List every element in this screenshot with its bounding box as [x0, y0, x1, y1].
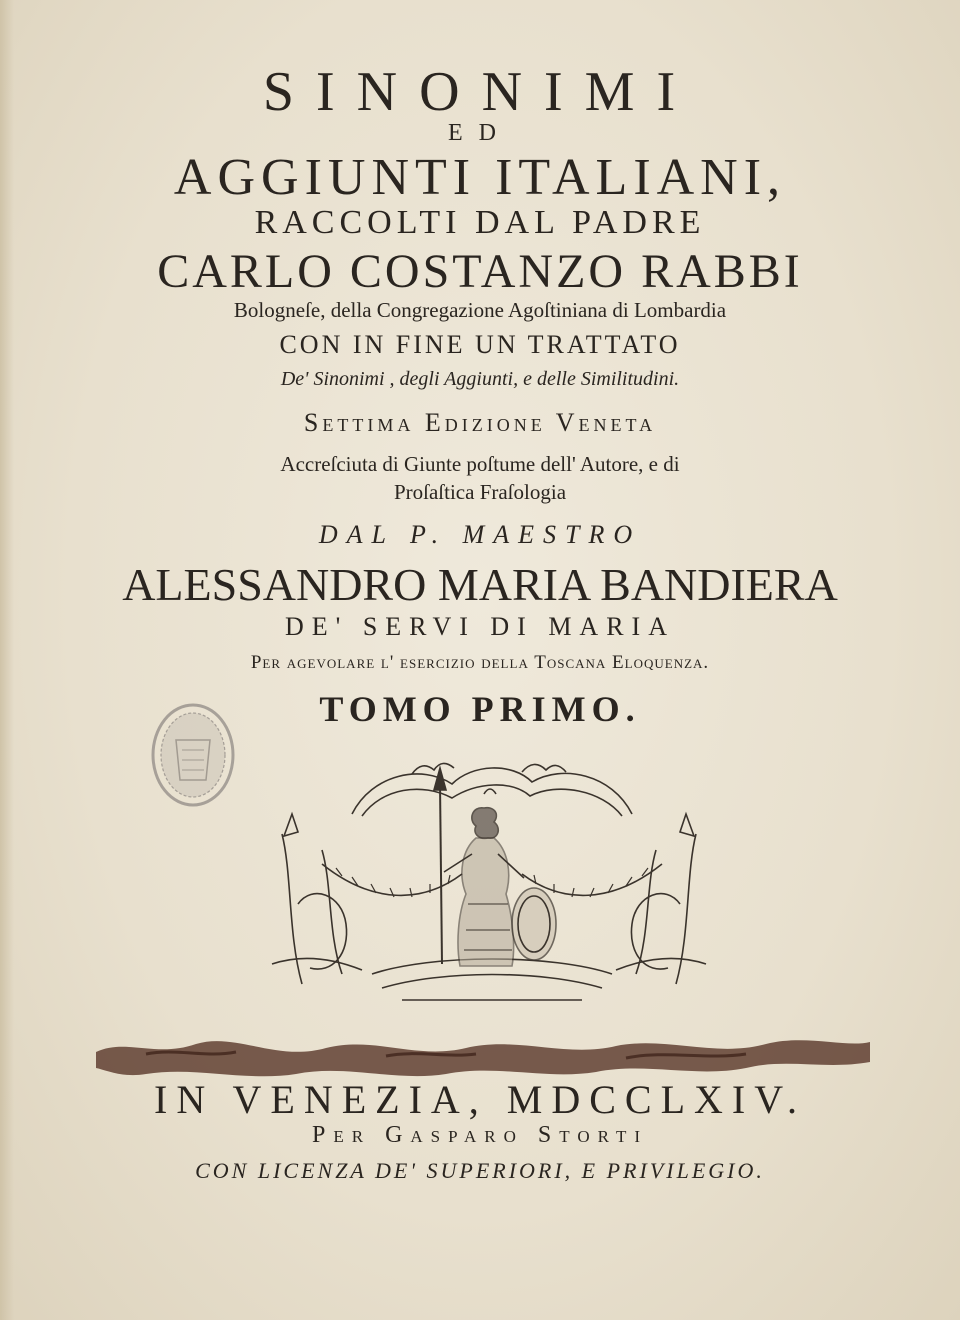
treatise-subject: De' Sinonimi , degli Aggiunti, e delle Similitudini.: [280, 368, 680, 390]
volume-label: TOMO PRIMO.: [319, 689, 641, 729]
library-stamp-icon: [148, 700, 238, 810]
author-name: CARLO COSTANZO RABBI: [157, 245, 803, 298]
by-line: DAL P. MAESTRO: [318, 520, 642, 549]
editor-name: ALESSANDRO MARIA BANDIERA: [122, 559, 838, 610]
purpose-statement: Per agevolare l' esercizio della Toscana Eloquenza.: [250, 652, 710, 673]
additions-line-1: Accreſciuta di Giunte poſtume dell' Autore, e di: [280, 452, 680, 476]
imprint-place-date: IN VENEZIA, MDCCLXIV.: [154, 1077, 806, 1122]
book-subtitle: AGGIUNTI ITALIANI,: [173, 149, 787, 206]
editor-order: DE' SERVI DI MARIA: [285, 612, 675, 641]
edition-statement: Settima Edizione Veneta: [303, 408, 657, 437]
minerva-vignette-icon: [262, 754, 716, 1016]
book-title: SINONIMI: [262, 61, 698, 123]
compiled-by: RACCOLTI DAL PADRE: [254, 204, 706, 241]
imprint-license: CON LICENZA DE' SUPERIORI, E PRIVILEGIO.: [195, 1158, 765, 1183]
imprint-printer: Per Gasparo Storti: [312, 1122, 648, 1148]
author-affiliation: Bologneſe, della Congregazione Agoſtiniana di Lombardia: [233, 298, 727, 322]
with-treatise: CON IN FINE UN TRATTATO: [279, 330, 681, 359]
title-conjunction: ED: [448, 120, 512, 146]
additions-line-2: Proſaſtica Fraſologia: [393, 480, 567, 504]
